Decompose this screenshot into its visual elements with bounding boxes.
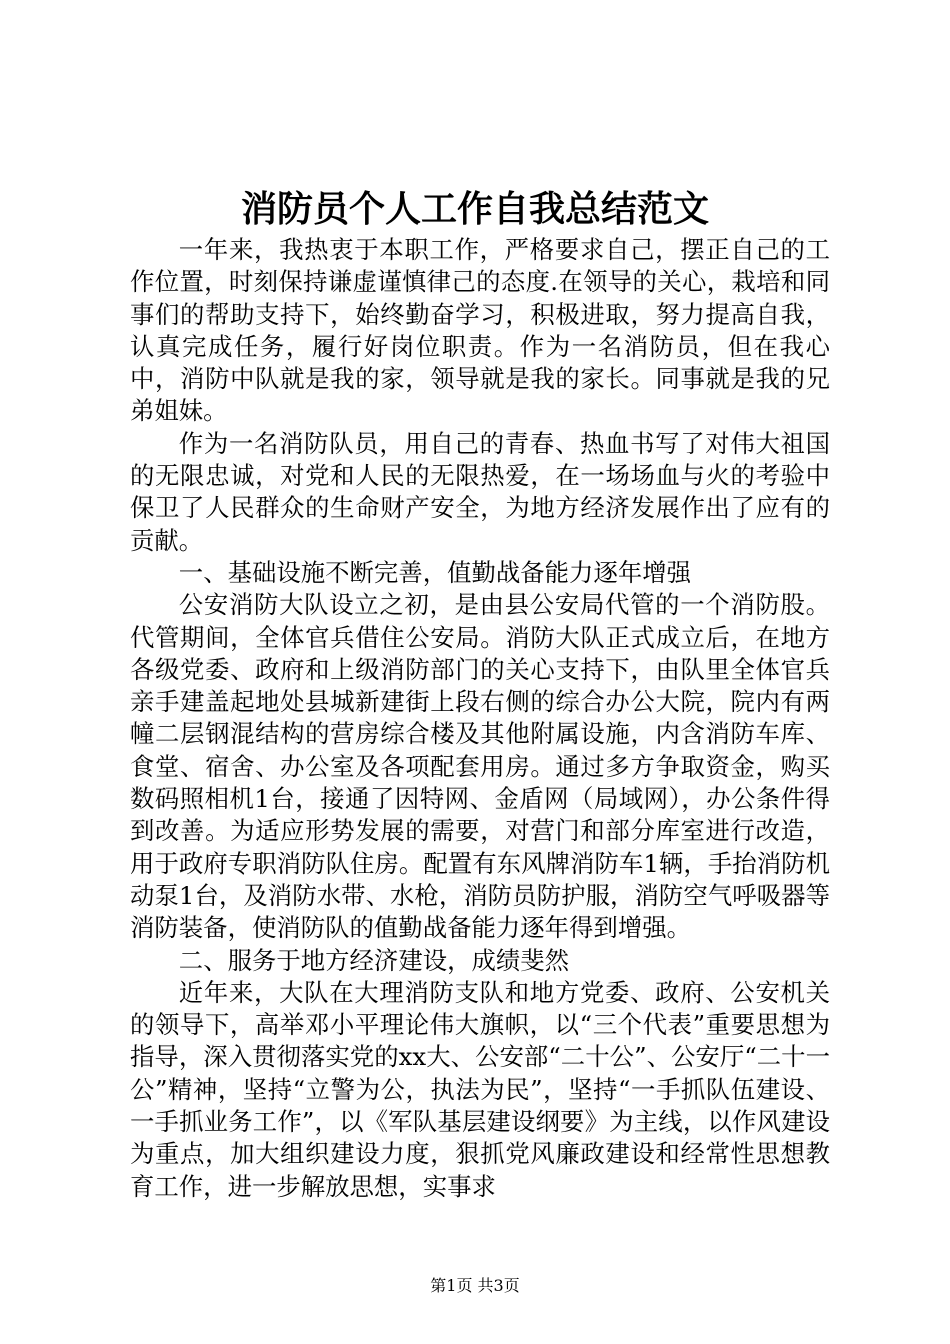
paragraph-intro: 一年来，我热衷于本职工作，严格要求自己，摆正自己的工作位置，时刻保持谦虚谨慎律己的态度.在领导的关心，栽培和同事们的帮助支持下，始终勤奋学习，积极进取，努力提高自我，认真完成任务，履行好岗位职责。作为一名消防员，但在我心中，消防中队就是我的家，领导就是我的家长。同事就是我的兄弟姐妹。: [130, 235, 830, 426]
paragraph-economy: 近年来，大队在大理消防支队和地方党委、政府、公安机关的领导下，高举邓小平理论伟大旗帜，以“三个代表”重要思想为指导，深入贯彻落实党的xx大、公安部“二十公”、公安厅“二十一公”精神，坚持“立警为公，执法为民”，坚持“一手抓队伍建设、一手抓业务工作”，以《军队基层建设纲要》为主线，以作风建设为重点，加大组织建设力度，狠抓党风廉政建设和经常性思想教育工作，进一步解放思想，实事求: [130, 977, 830, 1201]
paragraph-dedication: 作为一名消防队员，用自己的青春、热血书写了对伟大祖国的无限忠诚，对党和人民的无限热爱，在一场场血与火的考验中保卫了人民群众的生命财产安全，为地方经济发展作出了应有的贡献。: [130, 428, 830, 555]
paragraph-infrastructure: 公安消防大队设立之初，是由县公安局代管的一个消防股。代管期间，全体官兵借住公安局。消防大队正式成立后，在地方各级党委、政府和上级消防部门的关心支持下，由队里全体官兵亲手建盖起地处县城新建街上段右侧的综合办公大院，院内有两幢二层钢混结构的营房综合楼及其他附属设施，内含消防车库、食堂、宿舍、办公室及各项配套用房。通过多方争取资金，购买数码照相机1台，接通了因特网、金盾网（局域网），办公条件得到改善。为适应形势发展的需要，对营门和部分库室进行改造，用于政府专职消防队住房。配置有东风牌消防车1辆，手抬消防机动泵1台，及消防水带、水枪，消防员防护服，消防空气呼吸器等消防装备，使消防队的值勤战备能力逐年得到增强。: [130, 590, 830, 943]
page-number-footer: 第1页 共3页: [430, 1276, 520, 1295]
document-body: [130, 234, 830, 1203]
section-heading-2: 二、服务于地方经济建设，成绩斐然: [178, 945, 570, 975]
section-heading-1: 一、基础设施不断完善，值勤战备能力逐年增强: [178, 557, 692, 587]
document-title: 消防员个人工作自我总结范文: [240, 188, 709, 230]
